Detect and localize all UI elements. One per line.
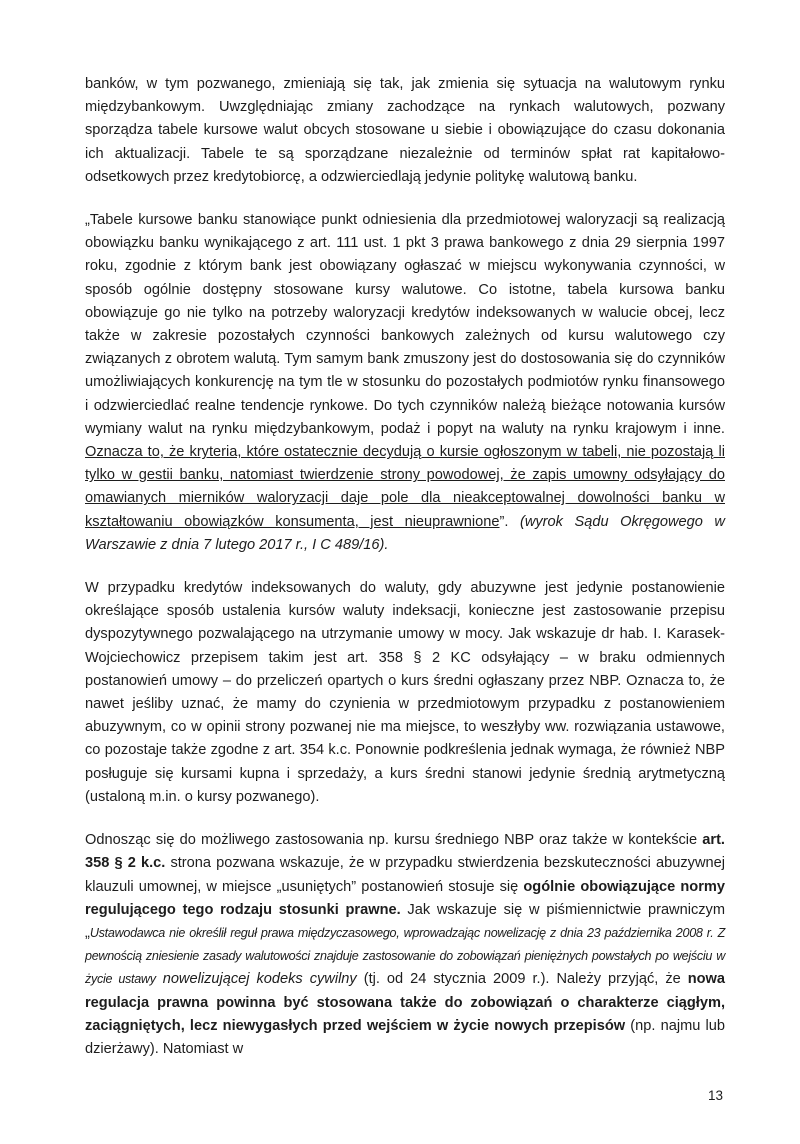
paragraph-4-run-1: Odnosząc się do możliwego zastosowania np. kursu średniego NBP oraz także w kontekście [85,832,703,849]
paragraph-2-run-3: ”. [499,513,520,530]
bold-article-reference: art. 358 § 2 k.c. [85,832,725,872]
paragraph-1-run-1: banków, w tym pozwanego, zmieniają się tak, jak zmienia się sytuacja na walutowym rynku międzybankowym. Uwzględniając zmiany zachodzące na rynkach walutowych, pozwany sporządza tabele kursowe walut obcych stosowane u siebie i obowiązujące do czasu dokonania ich aktualizacji. Tabele te są sporządzane niezależnie od terminów spłat rat kapitałowo- odsetkowych przez kredytobiorcę, a odzwierciedlają jedynie politykę walutową banku. [85,76,725,185]
literature-quote-end: nowelizującej kodeks cywilny [155,971,357,988]
bold-new-regulation: nowa regulacja prawna powinna być stosowana także do zobowiązań o charakterze ciągłym, zaciągniętych, lecz niewygasłych przed wejściem w życie nowych przepisów [85,971,726,1034]
paragraph-4 [85,829,725,1061]
paragraph-4-run-10: (np. najmu lub dzierżawy). Natomiast w [85,1017,725,1057]
paragraph-1 [85,73,725,189]
paragraph-3-run-1: W przypadku kredytów indeksowanych do waluty, gdy abuzywne jest jedynie postanowienie określające sposób ustalenia kursów waluty indeksacji, konieczne jest zastosowanie przepisu dyspozytywnego pozwalającego na utrzymanie umowy w mocy. Jak wskazuje dr hab. I. Karasek-Wojciechowicz przepisem takim jest art. 358 § 2 KC odsyłający – w braku odmiennych postanowień umowy – do przeliczeń opartych o kurs średni ogłaszany przez NBP. Oznacza to, że nawet jeśliby uznać, że mamy do czynienia w przedmiotowym przypadku z postanowieniem abuzywnym, co w opinii strony pozwanej nie ma miejsce, to weszłyby ww. rozwiązania ustawowe, co pozostaje także zgodne z art. 354 k.c. Ponownie podkreślenia jednak wymaga, że również NBP posługuje się kursami kupna i sprzedaży, a kurs średni stanowi jedynie średnią arytmetyczną (ustaloną m.in. o kursy pozwanego). [85,580,725,805]
underlined-quote: Oznacza to, że kryteria, które ostatecznie decydują o kursie ogłoszonym w tabeli, nie pozostają li tylko w gestii banku, natomiast twierdzenie strony powodowej, że zapis umowny odsyłający do omawianych mierników waloryzacji daje pole dla nieakceptowalnej dowolności banku w kształtowaniu obowiązków konsumenta, jest nieuprawnione [85,444,725,530]
page-body [85,73,725,1061]
paragraph-4-run-3: strona pozwana wskazuje, że w przypadku stwierdzenia bezskuteczności abuzywnej klauzuli umownej, w miejsce „usuniętych” postanowień stosuje się [85,855,725,895]
paragraph-2-court-quote [85,209,725,557]
paragraph-3 [85,577,725,809]
paragraph-4-run-5: Jak wskazuje się w piśmiennictwie prawniczym „ [85,901,726,941]
court-citation: (wyrok Sądu Okręgowego w Warszawie z dnia 7 lutego 2017 r., I C 489/16). [85,513,725,553]
page-number: 13 [707,1088,723,1103]
paragraph-4-run-8: (tj. od 24 stycznia 2009 r.). Należy przyjąć, że [356,971,688,988]
literature-quote: Ustawodawca nie określił reguł prawa międzyczasowego, wprowadzając nowelizację z dnia 23 października 2008 r. Z pewnością zniesienie zasady walutowości znajduje zastosowanie do zobowiązań pieniężnych powstałych po wejściu w życie ustawy [85,925,725,987]
paragraph-2-run-1: „Tabele kursowe banku stanowiące punkt odniesienia dla przedmiotowej waloryzacji są realizacją obowiązku banku wynikającego z art. 111 ust. 1 pkt 3 prawa bankowego z dnia 29 sierpnia 1997 roku, zgodnie z którym bank jest obowiązany ogłaszać w miejscu wykonywania czynności, w sposób ogólnie dostępny stosowane kursy walutowe. Co istotne, tabela kursowa banku obowiązuje go nie tylko na potrzeby waloryzacji kredytów indeksowanych w walucie obcej, lecz także w zakresie pozostałych czynności bankowych zależnych od kursu walutowego czy związanych z obrotem walutą. Tym samym bank zmuszony jest do dostosowania się do czynników umożliwiających konkurencję na tym tle w stosunku do pozostałych podmiotów rynku finansowego i odzwierciedlać realne tendencje rynkowe. Do tych czynników należą bieżące notowania kursów wymiany walut na rynku międzybankowym, podaż i popyt na waluty na rynku krajowym i inne. [85,212,725,437]
bold-general-norms: ogólnie obowiązujące normy regulującego tego rodzaju stosunki prawne. [85,878,725,918]
